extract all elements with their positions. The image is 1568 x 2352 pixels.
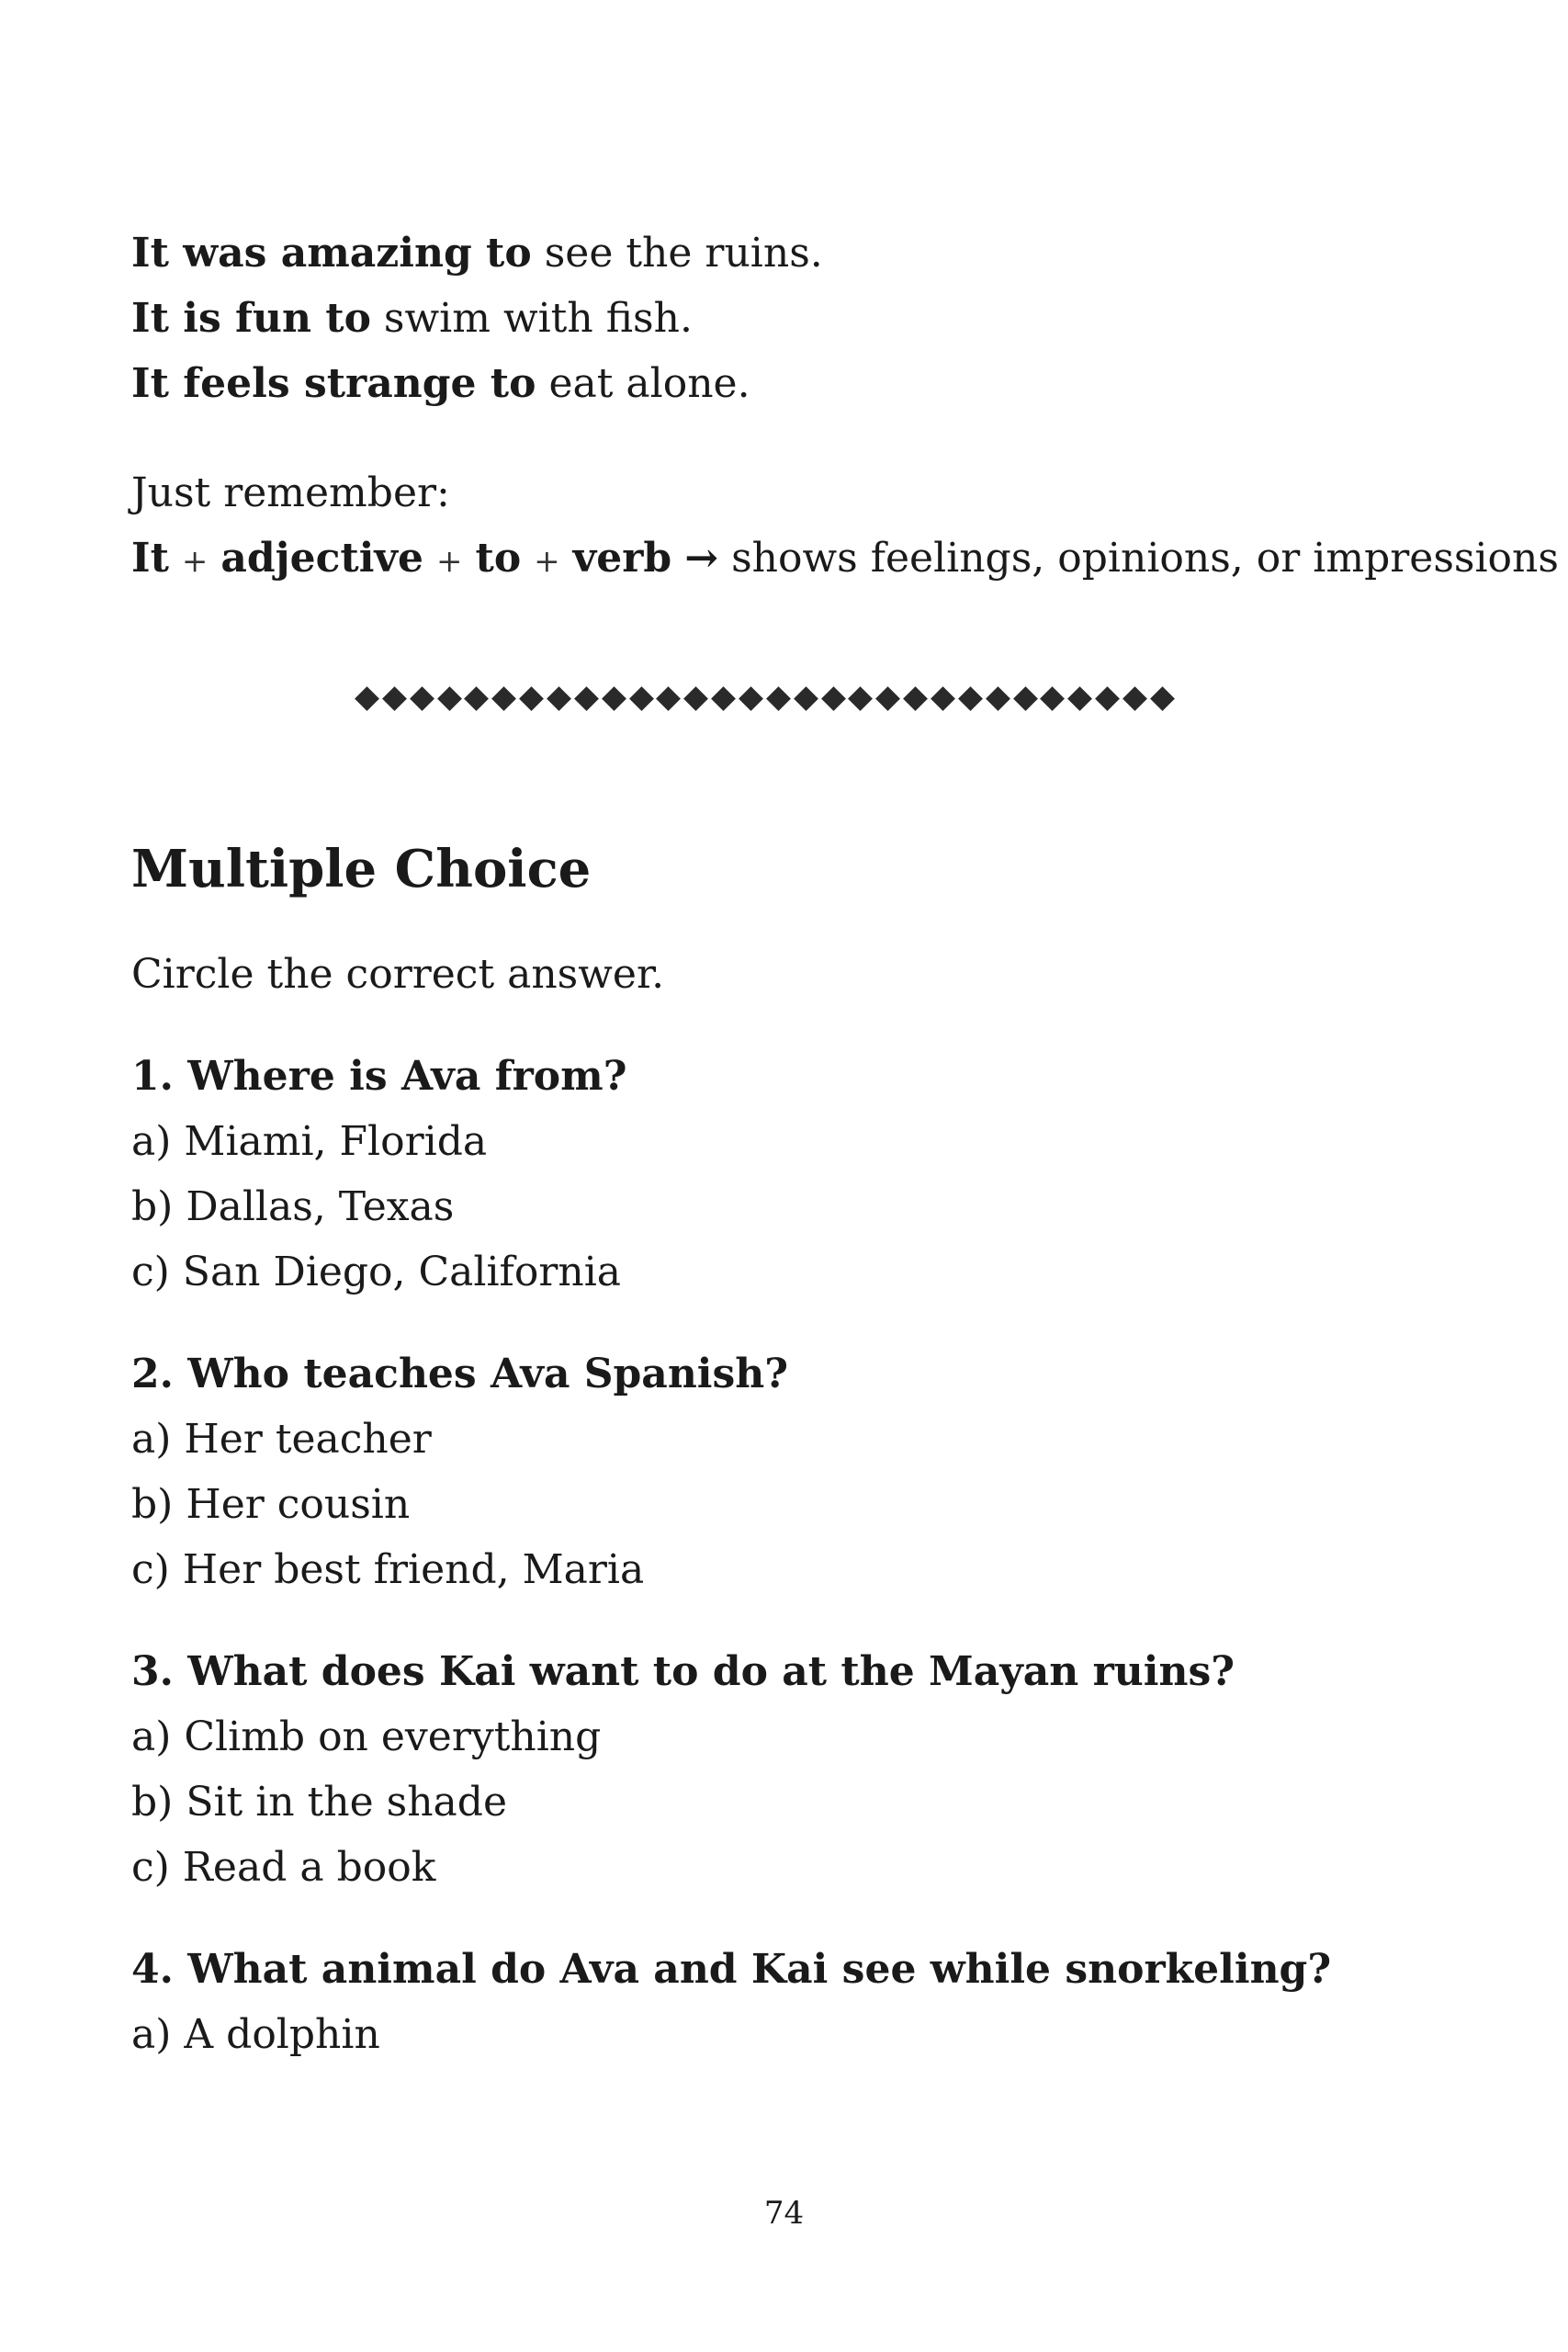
- diamond-icon: [437, 686, 462, 711]
- diamond-icon: [958, 686, 983, 711]
- formula-verb: verb: [572, 535, 672, 582]
- diamond-icon: [1067, 686, 1092, 711]
- question-text: 1. Where is Ava from?: [131, 1053, 627, 1100]
- diamond-icon: [410, 686, 434, 711]
- diamond-icon: [711, 686, 736, 711]
- grammar-formula: [131, 526, 1559, 594]
- grammar-examples: [131, 220, 1559, 594]
- diamond-icon: [986, 686, 1010, 711]
- diamond-icon: [602, 686, 626, 711]
- question-block: [131, 1639, 1454, 1900]
- diamond-icon: [491, 686, 516, 711]
- formula-it: It: [131, 535, 169, 582]
- diamond-icon: [739, 686, 763, 711]
- quiz: [131, 942, 1454, 2067]
- diamond-icon: [382, 686, 407, 711]
- diamond-icon: [683, 686, 708, 711]
- answer-option[interactable]: c) Read a book: [131, 1844, 436, 1891]
- question-block: [131, 1937, 1454, 2067]
- answer-option[interactable]: c) San Diego, California: [131, 1249, 622, 1295]
- diamond-icon: [355, 686, 379, 711]
- example-phrase: It is fun to: [131, 295, 371, 342]
- page-number: 74: [763, 2195, 805, 2232]
- diamond-icon: [821, 686, 846, 711]
- example-phrase: It feels strange to: [131, 360, 536, 407]
- example-sentence: [131, 286, 1454, 351]
- answer-option[interactable]: a) A dolphin: [131, 2011, 380, 2058]
- diamond-icon: [657, 686, 682, 711]
- section-title: Multiple Choice: [131, 839, 592, 899]
- question-block: [131, 1044, 1454, 1305]
- answer-option[interactable]: c) Her best friend, Maria: [131, 1546, 645, 1593]
- question-text: 4. What animal do Ava and Kai see while snorkeling?: [131, 1946, 1332, 1993]
- diamond-icon: [931, 686, 955, 711]
- answer-option[interactable]: a) Her teacher: [131, 1416, 432, 1463]
- plus-sign: +: [181, 543, 209, 580]
- answer-option[interactable]: a) Climb on everything: [131, 1713, 602, 1760]
- example-sentence: [131, 220, 1454, 286]
- answer-option[interactable]: a) Miami, Florida: [131, 1118, 488, 1165]
- plus-sign: +: [436, 543, 463, 580]
- diamond-divider: [358, 680, 1171, 717]
- diamond-icon: [875, 686, 900, 711]
- diamond-icon: [794, 686, 818, 711]
- diamond-icon: [766, 686, 791, 711]
- question-text: 3. What does Kai want to do at the Mayan ruins?: [131, 1648, 1235, 1695]
- example-phrase: It was amazing to: [131, 230, 532, 277]
- diamond-icon: [1041, 686, 1066, 711]
- diamond-icon: [849, 686, 874, 711]
- answer-option[interactable]: b) Sit in the shade: [131, 1779, 507, 1826]
- diamond-icon: [465, 686, 490, 711]
- arrow-icon: →: [684, 535, 719, 582]
- formula-to: to: [475, 535, 522, 582]
- question-block: [131, 1341, 1454, 1602]
- example-rest: swim with fish.: [370, 295, 693, 342]
- diamond-icon: [1095, 686, 1120, 711]
- diamond-icon: [903, 686, 928, 711]
- diamond-icon: [547, 686, 571, 711]
- example-sentence: [131, 351, 1454, 416]
- answer-option[interactable]: b) Dallas, Texas: [131, 1183, 455, 1230]
- plus-sign: +: [534, 543, 560, 580]
- diamond-icon: [629, 686, 654, 711]
- formula-adjective: adjective: [220, 535, 423, 582]
- answer-option[interactable]: b) Her cousin: [131, 1481, 411, 1528]
- instruction: Circle the correct answer.: [131, 951, 665, 998]
- diamond-icon: [1013, 686, 1038, 711]
- diamond-icon: [1122, 686, 1147, 711]
- diamond-icon: [1150, 686, 1175, 711]
- example-rest: eat alone.: [536, 360, 750, 407]
- diamond-icon: [574, 686, 599, 711]
- diamond-icon: [519, 686, 544, 711]
- example-rest: see the ruins.: [531, 230, 823, 277]
- reminder-intro: Just remember:: [131, 469, 450, 516]
- question-text: 2. Who teaches Ava Spanish?: [131, 1351, 789, 1397]
- formula-meaning: shows feelings, opinions, or impressions: [731, 535, 1559, 582]
